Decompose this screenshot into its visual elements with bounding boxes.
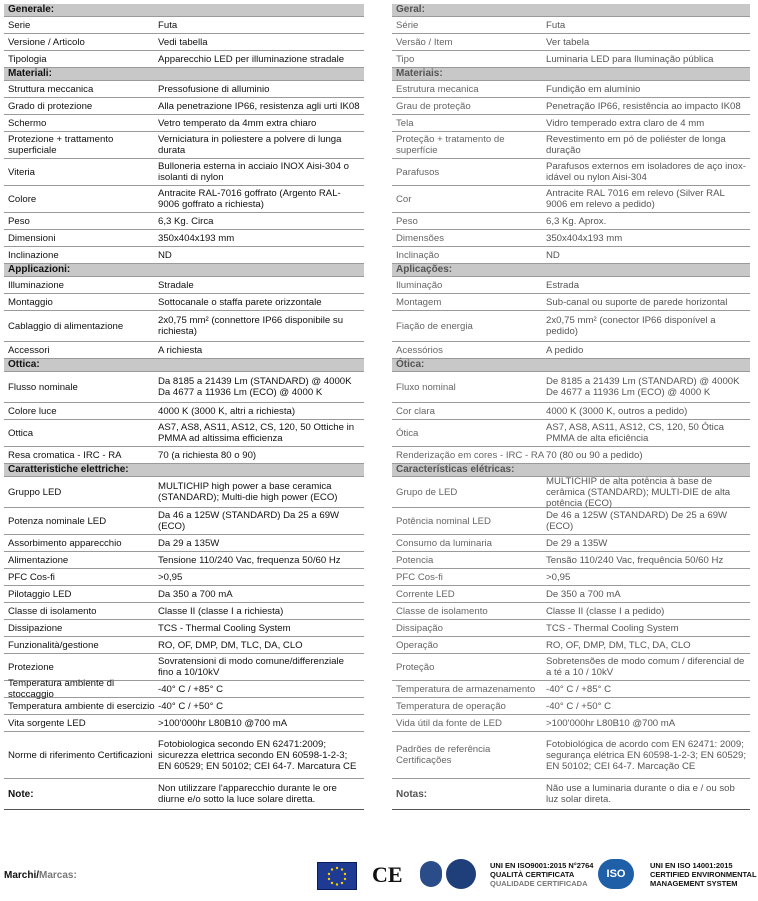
spec-row	[4, 678, 364, 700]
spec-value: Vedi tabella	[158, 36, 208, 48]
spec-label: Tipo	[396, 53, 415, 65]
spec-value: Vetro temperato da 4mm extra chiaro	[158, 117, 317, 129]
spec-value: Stradale	[158, 279, 194, 291]
section-header: Características elétricas:	[392, 464, 750, 477]
spec-row	[392, 447, 750, 464]
spec-label: PFC Cos-fi	[396, 571, 443, 583]
spec-label: Temperatura ambiente di stoccaggio	[8, 678, 115, 700]
spec-value: Futa	[546, 19, 566, 31]
spec-value: 4000 K (3000 K, outros a pedido)	[546, 405, 688, 417]
spec-label: Cablaggio di alimentazione	[8, 320, 124, 332]
spec-label: PFC Cos-fi	[8, 571, 55, 583]
spec-label: Versão / Item	[396, 36, 453, 48]
spec-row	[4, 311, 364, 342]
section-header: Generale:	[4, 4, 364, 17]
spec-row	[392, 620, 750, 637]
spec-value: De 8185 a 21439 Lm (STANDARD) @ 4000K De 4677 a 11936 Lm (ECO) @ 4000 K	[546, 376, 740, 398]
spec-row	[4, 159, 364, 186]
spec-row	[4, 620, 364, 637]
spec-row	[392, 586, 750, 603]
spec-row	[4, 698, 364, 715]
section-header: Materiais:	[392, 68, 750, 81]
section-header: Caratteristiche elettriche:	[4, 464, 364, 477]
spec-label: Viteria	[8, 166, 36, 178]
spec-row	[392, 81, 750, 98]
notes-value: Não use a luminaria durante o dia e / ou sob luz solar direta.	[546, 783, 735, 805]
spec-label: Estrutura mecanica	[396, 83, 479, 95]
notes-label: Notas:	[396, 788, 428, 800]
spec-row	[4, 51, 364, 68]
spec-value: -40° C / +85° C	[158, 683, 223, 695]
spec-row	[392, 552, 750, 569]
spec-row	[392, 213, 750, 230]
spec-value: A pedido	[546, 344, 584, 356]
spec-row	[392, 715, 750, 732]
spec-row	[392, 51, 750, 68]
spec-row	[4, 247, 364, 264]
spec-value: Fotobiologica secondo EN 62471:2009; sicurezza elettrica secondo EN 60598-1-2-3; EN 60529; EN 50102; CEI 64-7. Marcatura CE	[158, 738, 357, 772]
spec-label: Fluxo nominal	[396, 381, 456, 393]
spec-value: AS7, AS8, AS11, AS12, CS, 120, 50 Ottiche in PMMA ad altissima efficienza	[158, 422, 355, 444]
spec-label: Proteção + tratamento de superfície	[396, 134, 505, 156]
spec-label: Illuminazione	[8, 279, 64, 291]
iso9001-cert: UNI EN ISO9001:2015 N°2764 QUALITÀ CERTIFICATA QUALIDADE CERTIFICADA	[490, 861, 594, 888]
section-header: Materiali:	[4, 68, 364, 81]
spec-row	[392, 372, 750, 403]
spec-label: Classe de isolamento	[396, 605, 488, 617]
atom-logo-icon	[446, 859, 476, 889]
spec-row	[392, 247, 750, 264]
spec-row	[4, 477, 364, 508]
spec-row	[4, 447, 364, 464]
spec-row	[4, 508, 364, 535]
spec-label: Fiação de energia	[396, 320, 473, 332]
spec-row	[392, 230, 750, 247]
spec-label: Potência nominal LED	[396, 515, 491, 527]
ce-mark-icon: CE	[372, 862, 403, 887]
spec-row	[392, 342, 750, 359]
spec-label: Peso	[396, 215, 418, 227]
spec-label: Cor clara	[396, 405, 435, 417]
spec-row	[4, 403, 364, 420]
spec-label: Dimensioni	[8, 232, 56, 244]
spec-value: Sub-canal ou suporte de parede horizontal	[546, 296, 728, 308]
spec-label: Classe di isolamento	[8, 605, 97, 617]
spec-label: Parafusos	[396, 166, 440, 178]
spec-value: Estrada	[546, 279, 580, 291]
spec-row	[392, 132, 750, 159]
section-header: Ottica:	[4, 359, 364, 372]
spec-label: Ótica	[396, 427, 419, 439]
spec-label: Grado di protezione	[8, 100, 93, 112]
spec-row	[4, 277, 364, 294]
spec-label: Gruppo LED	[8, 486, 62, 498]
spec-row	[4, 586, 364, 603]
spec-label: Struttura meccanica	[8, 83, 94, 95]
spec-value: 70 (a richiesta 80 o 90)	[158, 449, 257, 461]
spec-row	[4, 230, 364, 247]
spec-row	[392, 508, 750, 535]
spec-value: De 46 a 125W (STANDARD) De 25 a 69W (ECO)	[546, 510, 728, 532]
spec-label: Inclinazione	[8, 249, 59, 261]
spec-value: Penetração IP66, resistência ao impacto IK08	[546, 100, 741, 112]
spec-row	[392, 294, 750, 311]
spec-row	[4, 535, 364, 552]
spec-value: 350x404x193 mm	[158, 232, 235, 244]
spec-label: Versione / Articolo	[8, 36, 85, 48]
spec-row	[4, 294, 364, 311]
spec-table-it	[4, 4, 364, 810]
spec-label: Dimensões	[396, 232, 444, 244]
spec-row	[4, 637, 364, 654]
spec-label: Pilotaggio LED	[8, 588, 72, 600]
spec-label: Serie	[8, 19, 31, 31]
brands-label: Marchi/Marcas:	[4, 870, 77, 881]
spec-label: Montaggio	[8, 296, 53, 308]
spec-label: Iluminação	[396, 279, 443, 291]
spec-label: Vita sorgente LED	[8, 717, 86, 729]
spec-row	[4, 342, 364, 359]
spec-row	[4, 132, 364, 159]
spec-label: Grupo de LED	[396, 486, 458, 498]
spec-row	[392, 311, 750, 342]
spec-value: Verniciatura in poliestere a polvere di lunga durata	[158, 134, 342, 156]
iso-logo-icon: ISO	[598, 859, 634, 889]
spec-label: Operação	[396, 639, 439, 651]
spec-row	[392, 477, 750, 508]
spec-label: Acessórios	[396, 344, 443, 356]
spec-row	[4, 420, 364, 447]
spec-label: Vida útil da fonte de LED	[396, 717, 502, 729]
spec-row	[392, 681, 750, 698]
spec-row	[392, 420, 750, 447]
spec-value: Fundição em alumínio	[546, 83, 641, 95]
spec-row	[4, 186, 364, 213]
spec-label: Proteção	[396, 661, 435, 673]
spec-label: Tipologia	[8, 53, 47, 65]
spec-label: Montagem	[396, 296, 442, 308]
spec-value: Sobretensões de modo comum / diferencial de a té a 10 / 10kV	[546, 656, 745, 678]
spec-value: RO, OF, DMP, DM, TLC, DA, CLO	[546, 639, 691, 651]
spec-value: Da 29 a 135W	[158, 537, 220, 549]
spec-value: TCS - Thermal Cooling System	[158, 622, 291, 634]
spec-row	[4, 603, 364, 620]
spec-value: Sottocanale o staffa parete orizzontale	[158, 296, 322, 308]
spec-value: 350x404x193 mm	[546, 232, 623, 244]
iso14001-cert: UNI EN ISO 14001:2015 CERTIFIED ENVIRONMENTAL MANAGEMENT SYSTEM	[650, 861, 757, 888]
spec-row	[4, 213, 364, 230]
spec-value: Da 46 a 125W (STANDARD) Da 25 a 69W (ECO)	[158, 510, 340, 532]
spec-value: Futa	[158, 19, 178, 31]
spec-label: Potenza nominale LED	[8, 515, 107, 527]
spec-value: Classe II (classe I a pedido)	[546, 605, 665, 617]
spec-label: Norme di riferimento Certificazioni	[8, 749, 153, 761]
notes-row	[392, 779, 750, 810]
spec-value: >100'000hr L80B10 @700 mA	[546, 717, 676, 729]
spec-row	[392, 17, 750, 34]
spec-label: Resa cromatica - IRC - RA	[8, 449, 122, 461]
spec-row	[392, 732, 750, 779]
spec-value: -40° C / +85° C	[546, 683, 611, 695]
spec-value: 6,3 Kg. Circa	[158, 215, 214, 227]
eu-flag-icon	[317, 862, 357, 890]
spec-row	[4, 115, 364, 132]
spec-value: Pressofusione di alluminio	[158, 83, 270, 95]
spec-row	[392, 277, 750, 294]
spec-value: 4000 K (3000 K, altri a richiesta)	[158, 405, 296, 417]
spec-value: >0,95	[158, 571, 183, 583]
spec-label: Colore luce	[8, 405, 57, 417]
spec-label: Consumo da luminaria	[396, 537, 492, 549]
spec-value: Luminaria LED para Iluminação pública	[546, 53, 714, 65]
spec-label: Corrente LED	[396, 588, 455, 600]
spec-label: Série	[396, 19, 419, 31]
spec-value: Tensione 110/240 Vac, frequenza 50/60 Hz	[158, 554, 341, 566]
spec-value: AS7, AS8, AS11, AS12, CS, 120, 50 Ótica PMMA de alta eficiência	[546, 422, 724, 444]
spec-row	[4, 98, 364, 115]
spec-value: Classe II (classe I a richiesta)	[158, 605, 284, 617]
section-header: Applicazioni:	[4, 264, 364, 277]
spec-table-pt	[392, 4, 750, 810]
spec-row	[392, 186, 750, 213]
spec-label: Temperatura de operação	[396, 700, 506, 712]
spec-label: Potencia	[396, 554, 434, 566]
spec-label: Grau de proteção	[396, 100, 471, 112]
spec-value: >100'000hr L80B10 @700 mA	[158, 717, 288, 729]
spec-value: 70 (80 ou 90 a pedido)	[546, 449, 643, 461]
spec-label: Alimentazione	[8, 554, 69, 566]
spec-value: 2x0,75 mm² (conector IP66 disponível a pedido)	[546, 315, 716, 337]
spec-value: Sovratensioni di modo comune/differenziale fino a 10/10kV	[158, 656, 344, 678]
spec-label: Padrões de referência Certificações	[396, 744, 491, 766]
spec-row	[392, 698, 750, 715]
section-header: Geral:	[392, 4, 750, 17]
spec-value: Da 350 a 700 mA	[158, 588, 233, 600]
spec-row	[392, 98, 750, 115]
spec-row	[392, 34, 750, 51]
spec-label: Inclinação	[396, 249, 440, 261]
spec-value: Revestimento em pó de poliéster de longa duração	[546, 134, 726, 156]
spec-value: RO, OF, DMP, DM, TLC, DA, CLO	[158, 639, 303, 651]
spec-row	[4, 715, 364, 732]
spec-value: Antracite RAL-7016 goffrato (Argento RAL-9006 goffrato a richiesta)	[158, 188, 341, 210]
spec-value: MULTICHIP de alta potência à base de cerâmica (STANDARD); MULTI-DIE de alta potência (ECO)	[546, 475, 731, 509]
spec-label: Ottica	[8, 427, 34, 439]
spec-value: Bulloneria esterna in acciaio INOX Aisi-304 o isolanti di nylon	[158, 161, 349, 183]
spec-label: Dissipação	[396, 622, 443, 634]
spec-label: Protezione	[8, 661, 54, 673]
notes-value: Non utilizzare l'apparecchio durante le ore diurne e/o sotto la luce solare diretta.	[158, 783, 337, 805]
spec-label: Schermo	[8, 117, 47, 129]
spec-label: Flusso nominale	[8, 381, 78, 393]
spec-value: >0,95	[546, 571, 571, 583]
spec-value: ND	[546, 249, 560, 261]
spec-row	[392, 403, 750, 420]
spec-label: Temperatura ambiente di esercizio	[8, 700, 155, 712]
spec-value: Vidro temperado extra claro de 4 mm	[546, 117, 705, 129]
spec-row	[4, 732, 364, 779]
notes-row	[4, 779, 364, 810]
spec-value: 6,3 Kg. Aprox.	[546, 215, 607, 227]
spec-value: A richiesta	[158, 344, 203, 356]
spec-label: Funzionalità/gestione	[8, 639, 99, 651]
spec-value: Apparecchio LED per illuminazione stradale	[158, 53, 345, 65]
spec-value: 2x0,75 mm² (connettore IP66 disponibile su richiesta)	[158, 315, 344, 337]
cert-seal-icon	[420, 861, 442, 887]
spec-value: MULTICHIP high power a base ceramica (STANDARD); Multi-die high power (ECO)	[158, 481, 338, 503]
spec-value: Alla penetrazione IP66, resistenza agli urti IK08	[158, 100, 360, 112]
spec-row	[4, 17, 364, 34]
spec-label: Temperatura de armazenamento	[396, 683, 536, 695]
section-header: Aplicações:	[392, 264, 750, 277]
spec-value: Antracite RAL 7016 em relevo (Silver RAL 9006 em relevo a pedido)	[546, 188, 725, 210]
spec-row	[4, 552, 364, 569]
spec-value: ND	[158, 249, 172, 261]
spec-row	[392, 115, 750, 132]
spec-label: Protezione + trattamento superficiale	[8, 134, 114, 156]
spec-row	[392, 637, 750, 654]
spec-label: Dissipazione	[8, 622, 63, 634]
spec-label: Accessori	[8, 344, 50, 356]
spec-value: De 29 a 135W	[546, 537, 608, 549]
spec-row	[4, 34, 364, 51]
notes-label: Note:	[8, 788, 34, 800]
spec-label: Assorbimento apparecchio	[8, 537, 122, 549]
spec-row	[392, 603, 750, 620]
spec-value: -40° C / +50° C	[158, 700, 223, 712]
spec-row	[392, 535, 750, 552]
spec-row	[392, 159, 750, 186]
spec-value: TCS - Thermal Cooling System	[546, 622, 679, 634]
spec-label: Tela	[396, 117, 414, 129]
spec-label: Renderização em cores - IRC - RA	[396, 449, 545, 461]
spec-row	[4, 372, 364, 403]
spec-value: Tensão 110/240 Vac, frequência 50/60 Hz	[546, 554, 724, 566]
spec-label: Colore	[8, 193, 37, 205]
spec-value: Ver tabela	[546, 36, 590, 48]
spec-label: Peso	[8, 215, 30, 227]
spec-value: Parafusos externos em isoladores de aço inox-idável ou nylon Aisi-304	[546, 161, 746, 183]
footer	[0, 856, 758, 896]
section-header: Ótica:	[392, 359, 750, 372]
spec-row	[4, 654, 364, 681]
spec-value: Fotobiológica de acordo com EN 62471: 2009; segurança elétrica EN 60598-1-2-3; EN 60529; EN 50102; CEI 64-7. Marcação CE	[546, 738, 746, 772]
spec-row	[4, 81, 364, 98]
spec-value: -40° C / +50° C	[546, 700, 611, 712]
spec-value: De 350 a 700 mA	[546, 588, 621, 600]
spec-row	[4, 569, 364, 586]
spec-label: Cor	[396, 193, 412, 205]
spec-row	[392, 654, 750, 681]
spec-value: Da 8185 a 21439 Lm (STANDARD) @ 4000K Da 4677 a 11936 Lm (ECO) @ 4000 K	[158, 376, 352, 398]
spec-row	[392, 569, 750, 586]
